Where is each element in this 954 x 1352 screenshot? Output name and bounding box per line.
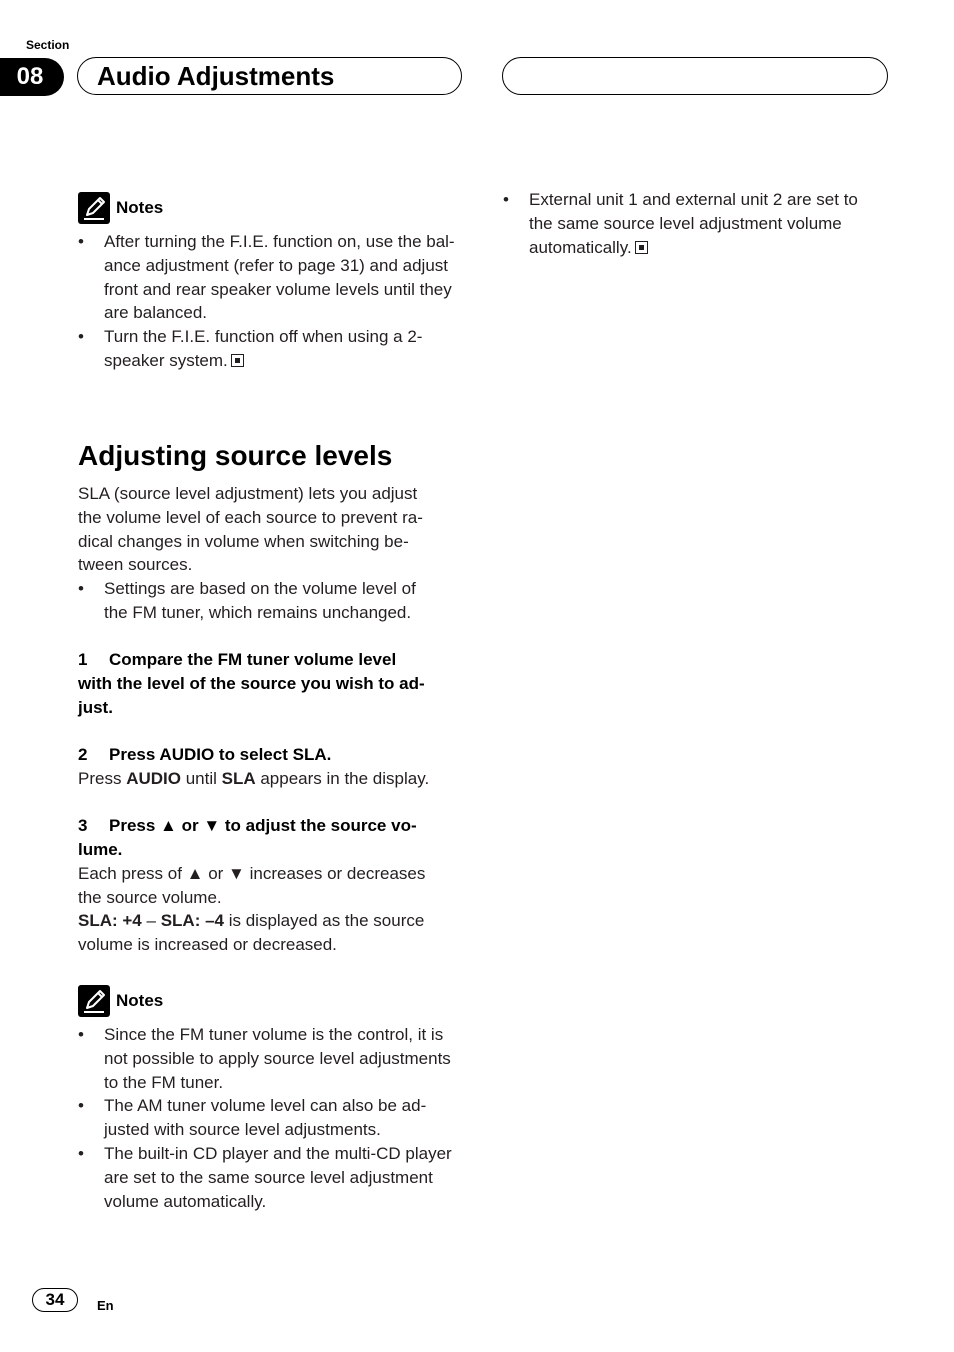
- right-column-list: [503, 188, 895, 259]
- step-number: 3: [78, 816, 88, 835]
- right-header-frame: [502, 57, 888, 95]
- step-2: [78, 743, 470, 767]
- list-item: • Turn the F.I.E. function off when using a 2- speaker system.: [78, 327, 423, 370]
- sla-plus-value: SLA: +4: [78, 911, 142, 930]
- intro-bullets: [78, 577, 470, 625]
- bullet-text: External unit 1 and external unit 2 are set to the same source level adjustment volume automatically.: [529, 190, 858, 257]
- text-run: Press: [78, 769, 127, 788]
- step-2-body: [78, 767, 478, 791]
- step-text: Press ▲ or ▼ to adjust the source vo- lume.: [78, 816, 417, 859]
- pencil-note-icon: [78, 192, 110, 224]
- step-3-body: Each press of ▲ or ▼ increases or decreases the source volume.: [78, 864, 426, 907]
- step-1: [78, 648, 470, 719]
- notes-header: [78, 985, 470, 1017]
- list-item: • Settings are based on the volume level of the FM tuner, which remains unchanged.: [78, 579, 416, 622]
- list-item: • The AM tuner volume level can also be ad- justed with source level adjustments.: [78, 1096, 427, 1140]
- step-number: 2: [78, 745, 88, 764]
- text-run: is displayed as the source volume is increased or decreased.: [78, 911, 425, 954]
- intro-paragraph: SLA (source level adjustment) lets you adjust the volume level of each source to prevent ra- dical changes in volume when switching be- tween sources.: [78, 484, 423, 575]
- notes-block-2: [78, 985, 470, 1213]
- sla-ref: SLA: [221, 769, 256, 788]
- text-run: –: [141, 911, 161, 930]
- step-3: [78, 814, 470, 862]
- notes-label: Notes: [116, 198, 164, 217]
- section-number-tab: [0, 58, 64, 96]
- end-of-section-icon: [231, 354, 244, 367]
- text-run: until: [180, 769, 222, 788]
- page-number: 34: [32, 1288, 78, 1312]
- notes-list: [78, 1023, 470, 1213]
- note-text: The AM tuner volume level can also be ad- justed with source level adjustments.: [104, 1096, 427, 1140]
- section-label: Section: [26, 38, 70, 52]
- list-item: • Since the FM tuner volume is the control, it is not possible to apply source level adjustments to the FM tuner.: [78, 1025, 451, 1092]
- section-number: 08: [16, 63, 44, 90]
- language-label: En: [97, 1298, 114, 1313]
- notes-list: [78, 230, 470, 373]
- notes-header: [78, 192, 470, 224]
- pencil-note-icon: [78, 985, 110, 1017]
- list-item: • External unit 1 and external unit 2 are set to the same source level adjustment volume automatically.: [503, 190, 858, 257]
- note-text: Turn the F.I.E. function off when using a 2- speaker system.: [104, 327, 423, 370]
- step-number: 1: [78, 650, 88, 669]
- end-of-section-icon: [635, 241, 648, 254]
- step-text: Compare the FM tuner volume level with the level of the source you wish to ad- just.: [78, 650, 425, 717]
- list-item: • After turning the F.I.E. function on, use the bal- ance adjustment (refer to page 31) and adjust front and rear speaker volume levels until they are balanced.: [78, 232, 455, 323]
- bullet-text: Settings are based on the volume level of the FM tuner, which remains unchanged.: [104, 579, 416, 622]
- section-title: Audio Adjustments: [97, 61, 335, 91]
- notes-block-1: [78, 192, 470, 373]
- notes-label: Notes: [116, 991, 164, 1010]
- audio-button-ref: AUDIO: [126, 769, 181, 788]
- section-heading: Adjusting source levels: [78, 440, 393, 471]
- sla-minus-value: SLA: –4: [160, 911, 224, 930]
- step-text: Press AUDIO to select SLA.: [109, 745, 332, 764]
- text-run: appears in the display.: [255, 769, 430, 788]
- step-3-display-info: [78, 909, 470, 957]
- note-text: The built-in CD player and the multi-CD player are set to the same source level adjustment volume automatically.: [104, 1143, 452, 1211]
- list-item: • The built-in CD player and the multi-CD player are set to the same source level adjustment volume automatically.: [78, 1143, 452, 1211]
- note-text: Since the FM tuner volume is the control, it is not possible to apply source level adjustments to the FM tuner.: [104, 1025, 451, 1092]
- note-text: After turning the F.I.E. function on, use the bal- ance adjustment (refer to page 31) and adjust front and rear speaker volume levels until they are balanced.: [104, 232, 455, 323]
